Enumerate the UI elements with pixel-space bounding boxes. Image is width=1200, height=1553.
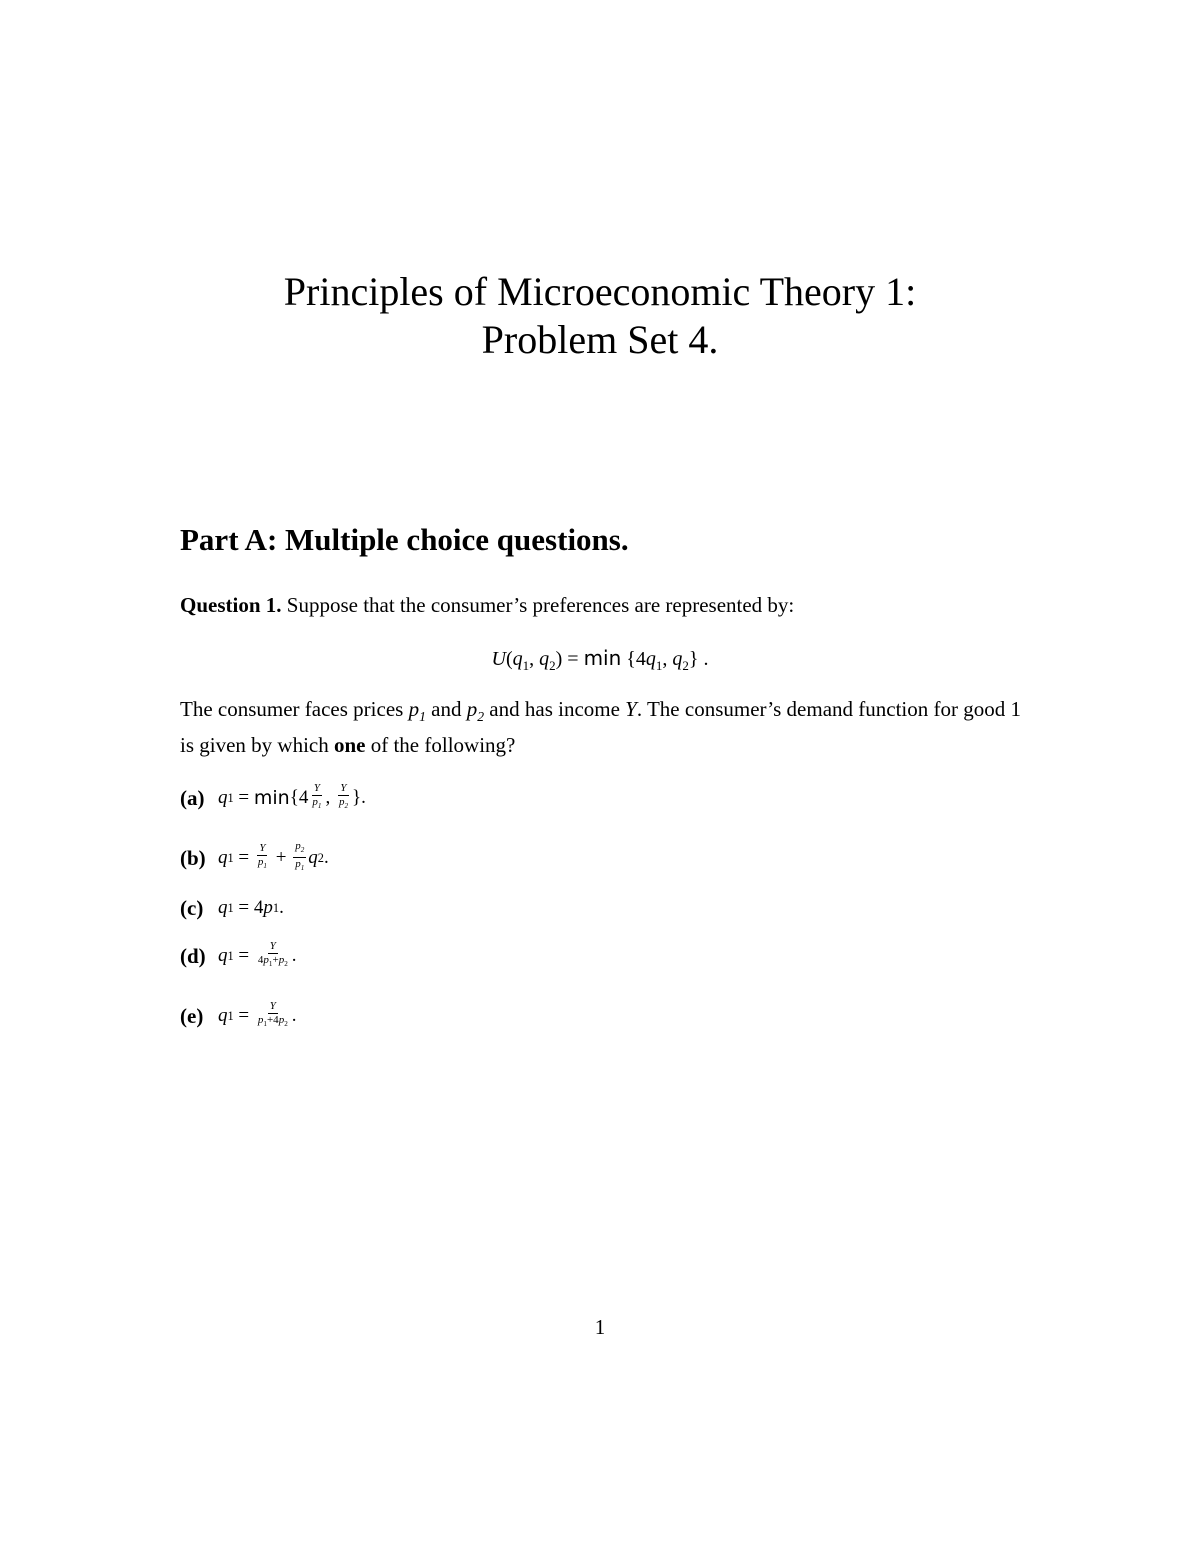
option-a[interactable]: [180, 782, 366, 813]
question-intro-text: Suppose that the consumer’s preferences are represented by:: [286, 593, 795, 617]
price-p2: $p_2$: [466, 697, 485, 725]
option-label: (e): [180, 1003, 204, 1028]
question-intro: [180, 590, 1040, 620]
option-label: (c): [180, 896, 204, 920]
option-d-formula: q 1 = $\frac{Y}{4p_1+p_2}$ .: [218, 940, 297, 969]
title-line-2: Problem Set 4.: [481, 317, 719, 362]
document-title: [0, 268, 1200, 364]
utility-equation: $U(q_1$, $q_2) = \min \{4q_1$, $q_2$} .: [491, 646, 709, 673]
emphasis-one: one: [333, 733, 366, 758]
title-line-1: Principles of Microeconomic Theory 1:: [283, 269, 917, 314]
option-c[interactable]: [180, 893, 284, 923]
option-a-formula: q 1 = min {4 $\frac{Y}{p_1}$ , $\frac{Y}{p_2}$ }.: [218, 782, 366, 811]
option-label: (b): [180, 845, 206, 870]
option-e-formula: q 1 = $\frac{Y}{p_1+4p_2}$ .: [218, 1000, 297, 1029]
option-b-formula: q 1 = $\frac{Y}{p_1}$ + $\frac{p_2}{p_1}$ q 2 .: [218, 840, 329, 873]
section-heading: Part A: Multiple choice questions.: [180, 522, 629, 557]
question-body: The consumer faces prices $p_1$ and $p_2$ and has income Y. The consumer’s demand function for good 1 is given by which one of the following?: [180, 697, 1022, 758]
option-label: (a): [180, 785, 205, 810]
price-p1: $p_1$: [408, 697, 426, 725]
page-number: 1: [594, 1315, 606, 1339]
option-c-formula: q 1 = 4 p 1 .: [218, 897, 284, 918]
question-label: Question 1.: [180, 593, 282, 617]
option-e[interactable]: [180, 1000, 297, 1031]
option-label: (d): [180, 943, 206, 968]
income-Y: Y: [625, 697, 637, 721]
option-b[interactable]: [180, 840, 329, 875]
option-d[interactable]: [180, 940, 297, 971]
